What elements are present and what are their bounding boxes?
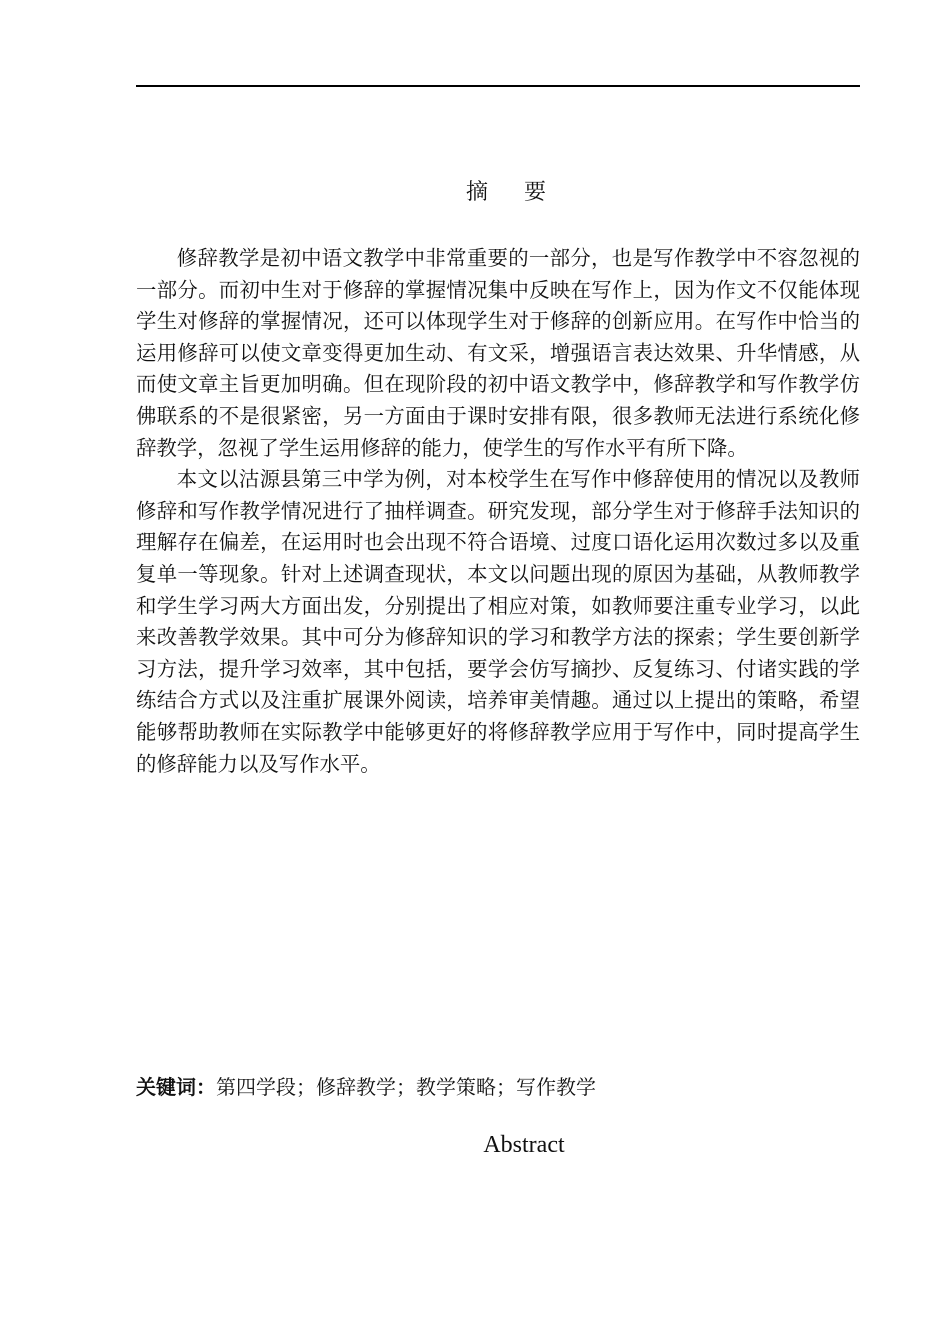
keywords-label: 关键词： (136, 1075, 216, 1099)
header-rule (136, 85, 860, 87)
abstract-paragraph: 本文以沽源县第三中学为例，对本校学生在写作中修辞使用的情况以及教师修辞和写作教学情况进行了抽样调查。研究发现，部分学生对于修辞手法知识的理解存在偏差，在运用时也会出现不符合语境、过度口语化运用次数过多以及重复单一等现象。针对上述调查现状，本文以问题出现的原因为基础，从教师教学和学生学习两大方面出发，分别提出了相应对策，如教师要注重专业学习，以此来改善教学效果。其中可分为修辞知识的学习和教学方法的探索；学生要创新学习方法，提升学习效率，其中包括，要学会仿写摘抄、反复练习、付诸实践的学练结合方式以及注重扩展课外阅读，培养审美情趣。通过以上提出的策略，希望能够帮助教师在实际教学中能够更好的将修辞教学应用于写作中，同时提高学生的修辞能力以及写作水平。 (136, 467, 860, 776)
abstract-heading: 摘要 (465, 180, 582, 205)
english-abstract-heading: Abstract (483, 1132, 565, 1158)
keywords-line (136, 1071, 860, 1103)
keywords-text: 第四学段；修辞教学；教学策略；写作教学 (216, 1075, 596, 1099)
abstract-body (136, 243, 860, 780)
abstract-paragraph: 修辞教学是初中语文教学中非常重要的一部分，也是写作教学中不容忽视的一部分。而初中生对于修辞的掌握情况集中反映在写作上，因为作文不仅能体现学生对修辞的掌握情况，还可以体现学生对于修辞的创新应用。在写作中恰当的运用修辞可以使文章变得更加生动、有文采，增强语言表达效果、升华情感，从而使文章主旨更加明确。但在现阶段的初中语文教学中，修辞教学和写作教学仿佛联系的不是很紧密，另一方面由于课时安排有限，很多教师无法进行系统化修辞教学，忽视了学生运用修辞的能力，使学生的写作水平有所下降。 (136, 246, 860, 460)
